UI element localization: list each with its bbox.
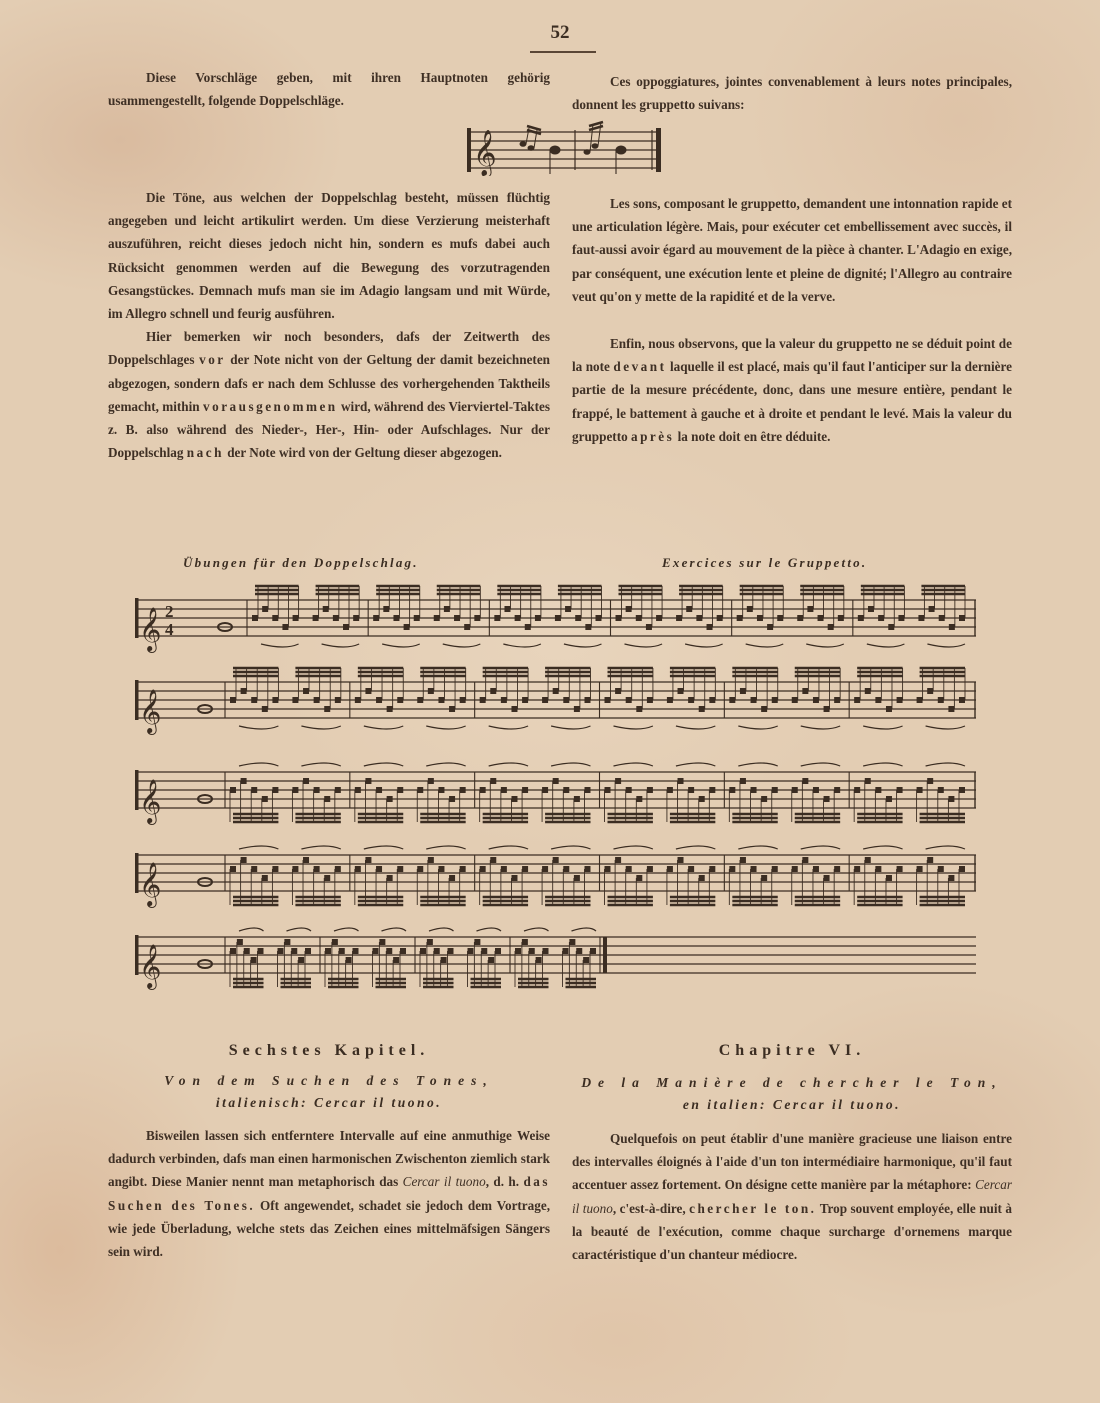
subtitle-line-1: De la Manière de chercher le Ton, bbox=[581, 1075, 1003, 1090]
treble-clef-icon: 𝄞 bbox=[139, 862, 162, 906]
svg-text:4: 4 bbox=[165, 620, 174, 639]
text-fragment: wird, während des Vierviertel-Taktes z. B. also während des Nieder-, Her-, Hin- oder Aufschlages. Nur der Doppelschlag bbox=[108, 398, 550, 461]
treble-clef-icon: 𝄞 bbox=[139, 689, 162, 733]
chapter-french-body bbox=[572, 1127, 1012, 1266]
emphasis-devant: devant bbox=[613, 359, 667, 375]
exercises-title-german: Übungen für den Doppelschlag. bbox=[183, 555, 419, 570]
text-fragment: Oft angewendet, schadet sie jedoch dem Vortrage, wie jede Überladung, welche stets das Zeichen eines mittelmäfsigen Sängers sein wird. bbox=[108, 1197, 551, 1260]
chapter-french-paragraph bbox=[572, 1127, 1012, 1266]
text-fragment: Hier bemerken wir noch besonders, dafs der Zeitwerth des Doppelschlages bbox=[108, 329, 550, 368]
emphasis-vorausgenommen: vorausgenommen bbox=[203, 398, 338, 414]
german-paragraph-2 bbox=[108, 325, 550, 464]
italic-cercar-il-tuono: Cercar il tuono bbox=[572, 1177, 1012, 1216]
text-fragment: , d. h. bbox=[485, 1174, 524, 1190]
chapter-german-paragraph bbox=[108, 1124, 550, 1263]
intro-french-text: Ces oppoggiatures, jointes convenablement à leurs notes principales, donnent les gruppetto suivans: bbox=[572, 74, 1012, 113]
subtitle-line-2: en italien: Cercar il tuono. bbox=[682, 1097, 902, 1112]
music-staff-system bbox=[135, 752, 976, 832]
text-fragment: laquelle il est placé, mais qu'il faut l'anticiper sur la dernière partie de la mesure précédente, donc, dans une mesure entière, pendant le frappé, le battement à gauche et à droite et pendant le levé. Mais la valeur du gruppetto bbox=[572, 359, 1012, 444]
time-signature: 2 bbox=[165, 602, 174, 621]
treble-clef-icon: 𝄞 bbox=[473, 130, 497, 176]
chapter-german-body bbox=[108, 1124, 550, 1263]
text-fragment: Enfin, nous observons, que la valeur du gruppetto ne se déduit point de la note bbox=[572, 336, 1012, 375]
chapter-subtitle-german bbox=[108, 1070, 550, 1114]
italic-cercar-il-tuono: Cercar il tuono bbox=[402, 1174, 486, 1190]
music-staff-system bbox=[135, 835, 976, 915]
text-fragment: der Note nicht von der Geltung der damit bezeichneten abgezogen, sondern dafs er nach dem Schlusse des vorhergehenden Taktheils gemacht, mithin bbox=[108, 352, 551, 414]
exercises-title-french: Exercices sur le Gruppetto. bbox=[662, 555, 868, 570]
page-number: 52 bbox=[550, 22, 570, 43]
german-paragraph-1: Die Töne, aus welchen der Doppelschlag besteht, müssen flüchtig angegeben und leicht artikulirt werden. Um diese Verzierung meisterhaft auszuführen, reicht dieses jedoch nicht hin, sondern es mufs dabei auch Rücksicht genommen werden auf die Bewegung des vorzutragenden Gesangstückes. Demnach mufs man sie im Adagio langsam und mit Würde, im Allegro schnell und feurig ausführen. bbox=[108, 190, 550, 322]
text-fragment: la note doit en être déduite. bbox=[674, 428, 831, 444]
french-paragraph-2 bbox=[572, 332, 1012, 448]
treble-clef-icon: 𝄞 bbox=[139, 607, 162, 651]
text-fragment: der Note wird von der Geltung dieser abgezogen. bbox=[223, 445, 502, 461]
turn-example-staff bbox=[465, 120, 665, 176]
intro-french bbox=[572, 70, 1012, 116]
emphasis-vor: vor bbox=[199, 352, 226, 368]
chapter-title-french: Chapitre VI. bbox=[718, 1042, 866, 1059]
chapter-title-german: Sechstes Kapitel. bbox=[228, 1042, 430, 1059]
page-number-rule bbox=[530, 51, 596, 53]
music-staff-system bbox=[135, 580, 976, 660]
section-french bbox=[572, 192, 1012, 448]
section-german bbox=[108, 186, 550, 464]
chapter-subtitle-french bbox=[572, 1072, 1012, 1116]
emphasis-suchen-des-tones: das Suchen des Tones. bbox=[108, 1174, 550, 1213]
intro-german bbox=[108, 66, 550, 112]
text-fragment: Trop souvent employée, elle nuit à la beauté de l'exécution, comme chaque surcharge d'ornemens marque caractéristique d'un chanteur médiocre. bbox=[572, 1200, 1012, 1263]
emphasis-apres: après bbox=[630, 428, 675, 444]
emphasis-nach: nach bbox=[186, 445, 224, 461]
music-staff-system bbox=[135, 662, 976, 742]
french-paragraph-1: Les sons, composant le gruppetto, demandent une intonnation rapide et une articulation légère. Mais, pour exécuter cet embellissement avec succès, il faut-aussi avoir égard au mouvement de la pièce à chanter. L'Adagio en exige, par conséquent, une exécution lente et pleine de dignité; l'Allegro au contraire veut qu'on y mette de la rapidité et de la verve. bbox=[572, 196, 1012, 304]
music-staff-system bbox=[135, 917, 976, 997]
treble-clef-icon: 𝄞 bbox=[139, 944, 162, 988]
text-fragment: Quelquefois on peut établir d'une manière gracieuse une liaison entre des intervalles éloignés à l'aide d'un ton intermédiaire harmonique, qu'il faut accentuer assez fortement. On désigne cette manière par la métaphore: bbox=[572, 1131, 1012, 1193]
subtitle-line-2: italienisch: Cercar il tuono. bbox=[215, 1095, 443, 1110]
treble-clef-icon: 𝄞 bbox=[139, 779, 162, 823]
intro-german-text: Diese Vorschläge geben, mit ihren Hauptnoten gehörig usammengestellt, folgende Doppelschläge. bbox=[108, 70, 550, 109]
text-fragment: Bisweilen lassen sich entferntere Intervalle auf eine anmuthige Weise dadurch verbinden, dafs man einen harmonischen Zwischenton ziemlich stark angibt. Diese Manier nennt man metaphorisch das bbox=[108, 1128, 550, 1190]
subtitle-line-1: Von dem Suchen des Tones, bbox=[164, 1073, 494, 1088]
emphasis-chercher-le-ton: chercher le ton. bbox=[689, 1200, 817, 1216]
text-fragment: , c'est-à-dire, bbox=[612, 1200, 690, 1216]
